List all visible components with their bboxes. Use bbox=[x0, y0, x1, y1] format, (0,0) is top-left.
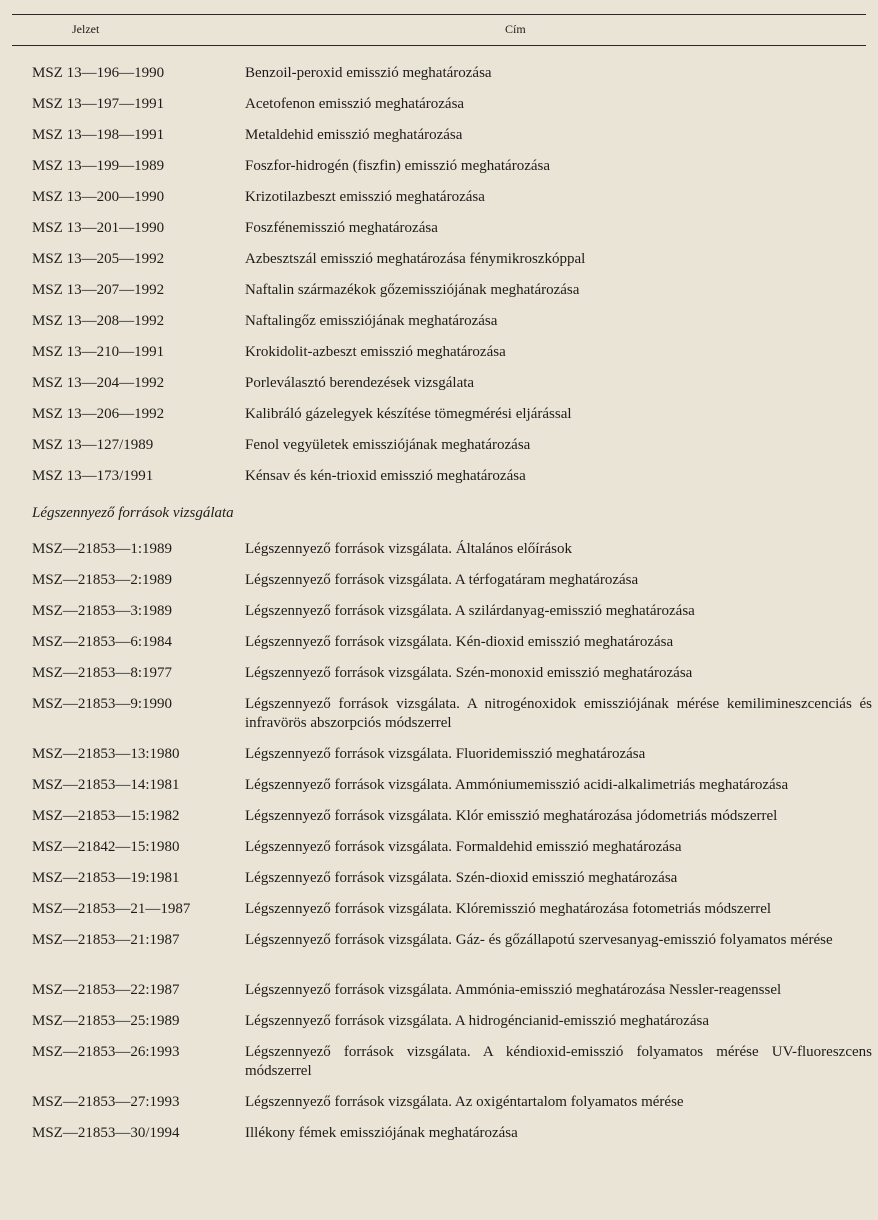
standard-code: MSZ—21853—1:1989 bbox=[32, 541, 173, 557]
standard-title: Foszfor-hidrogén (fiszfin) emisszió meghatározása bbox=[245, 158, 551, 174]
standard-title: Légszennyező források vizsgálata. A kéndioxid-emisszió folyamatos mérése UV-fluoreszcens módszerrel bbox=[245, 1044, 872, 1079]
standard-code: MSZ 13—205—1992 bbox=[32, 251, 165, 267]
standard-code: MSZ 13—127/1989 bbox=[32, 437, 154, 453]
standard-code: MSZ 13—208—1992 bbox=[32, 313, 165, 329]
standard-code: MSZ 13—206—1992 bbox=[32, 406, 165, 422]
standard-title: Porleválasztó berendezések vizsgálata bbox=[245, 375, 475, 391]
standard-title: Légszennyező források vizsgálata. Klóremisszió meghatározása fotometriás módszerrel bbox=[245, 901, 772, 917]
standard-title: Naftalingőz emissziójának meghatározása bbox=[245, 313, 498, 329]
standard-code: MSZ 13—204—1992 bbox=[32, 375, 165, 391]
column-header-title: Cím bbox=[505, 22, 526, 36]
standard-code: MSZ—21853—8:1977 bbox=[32, 665, 173, 681]
table-row bbox=[32, 281, 872, 312]
standard-title: Fenol vegyületek emissziójának meghatározása bbox=[245, 437, 531, 453]
table-row bbox=[32, 745, 872, 776]
standard-title: Benzoil-peroxid emisszió meghatározása bbox=[245, 65, 492, 81]
standard-code: MSZ—21842—15:1980 bbox=[32, 839, 180, 855]
table-row bbox=[32, 931, 872, 981]
standard-title: Légszennyező források vizsgálata. Az oxigéntartalom folyamatos mérése bbox=[245, 1094, 684, 1110]
standard-code: MSZ—21853—21—1987 bbox=[32, 901, 191, 917]
standard-title: Légszennyező források vizsgálata. Fluoridemisszió meghatározása bbox=[245, 746, 646, 762]
standard-title: Kénsav és kén-trioxid emisszió meghatározása bbox=[245, 468, 526, 484]
standard-title: Illékony fémek emissziójának meghatározása bbox=[245, 1125, 518, 1141]
table-row bbox=[32, 1012, 872, 1043]
emission-standards-list bbox=[32, 64, 872, 498]
standard-code: MSZ 13—199—1989 bbox=[32, 158, 165, 174]
table-row bbox=[32, 467, 872, 498]
table-row bbox=[32, 436, 872, 467]
table-row bbox=[32, 343, 872, 374]
table-row bbox=[32, 981, 872, 1012]
standard-code: MSZ 13—173/1991 bbox=[32, 468, 154, 484]
standard-code: MSZ—21853—3:1989 bbox=[32, 603, 173, 619]
standard-code: MSZ 13—196—1990 bbox=[32, 65, 165, 81]
column-header-code: Jelzet bbox=[72, 22, 100, 36]
table-row bbox=[32, 838, 872, 869]
table-row bbox=[32, 157, 872, 188]
table-row bbox=[32, 374, 872, 405]
standard-title: Légszennyező források vizsgálata. Ammónia-emisszió meghatározása Nessler-reagenssel bbox=[245, 982, 782, 998]
table-row bbox=[32, 1043, 872, 1093]
standard-code: MSZ 13—197—1991 bbox=[32, 96, 165, 112]
table-row bbox=[32, 807, 872, 838]
table-row bbox=[32, 312, 872, 343]
standard-code: MSZ—21853—2:1989 bbox=[32, 572, 173, 588]
table-row bbox=[32, 695, 872, 745]
table-row bbox=[32, 126, 872, 157]
standard-code: MSZ—21853—19:1981 bbox=[32, 870, 180, 886]
standard-title: Légszennyező források vizsgálata. A térfogatáram meghatározása bbox=[245, 572, 639, 588]
table-row bbox=[32, 64, 872, 95]
standard-title: Krokidolit-azbeszt emisszió meghatározása bbox=[245, 344, 506, 360]
standard-code: MSZ—21853—22:1987 bbox=[32, 982, 180, 998]
standard-code: MSZ—21853—6:1984 bbox=[32, 634, 173, 650]
standard-title: Légszennyező források vizsgálata. Gáz- és gőzállapotú szervesanyag-emisszió folyamatos mérése bbox=[245, 932, 833, 948]
standard-code: MSZ 13—200—1990 bbox=[32, 189, 165, 205]
standard-title: Légszennyező források vizsgálata. Szén-monoxid emisszió meghatározása bbox=[245, 665, 693, 681]
table-row bbox=[32, 95, 872, 126]
section-title: Légszennyező források vizsgálata bbox=[32, 505, 234, 521]
standard-title: Légszennyező források vizsgálata. Ammóniumemisszió acidi-alkalimetriás meghatározása bbox=[245, 777, 789, 793]
table-row bbox=[32, 664, 872, 695]
standard-title: Légszennyező források vizsgálata. Kén-dioxid emisszió meghatározása bbox=[245, 634, 674, 650]
table-row bbox=[32, 900, 872, 931]
table-row bbox=[32, 1124, 872, 1155]
standard-code: MSZ 13—207—1992 bbox=[32, 282, 165, 298]
table-row bbox=[32, 869, 872, 900]
standard-title: Krizotilazbeszt emisszió meghatározása bbox=[245, 189, 485, 205]
standard-code: MSZ—21853—30/1994 bbox=[32, 1125, 180, 1141]
standard-code: MSZ—21853—13:1980 bbox=[32, 746, 180, 762]
table-row bbox=[32, 633, 872, 664]
standard-title: Légszennyező források vizsgálata. Szén-dioxid emisszió meghatározása bbox=[245, 870, 678, 886]
standard-code: MSZ—21853—26:1993 bbox=[32, 1044, 180, 1060]
table-row bbox=[32, 250, 872, 281]
standard-code: MSZ—21853—21:1987 bbox=[32, 932, 180, 948]
standard-title: Légszennyező források vizsgálata. A szilárdanyag-emisszió meghatározása bbox=[245, 603, 695, 619]
table-row bbox=[32, 602, 872, 633]
standard-title: Légszennyező források vizsgálata. A nitrogénoxidok emissziójának mérése kemilimineszcenciás és infravörös abszorpciós módszerrel bbox=[245, 696, 872, 731]
table-row bbox=[32, 540, 872, 571]
table-row bbox=[32, 1093, 872, 1124]
standard-code: MSZ—21853—25:1989 bbox=[32, 1013, 180, 1029]
standard-code: MSZ 13—210—1991 bbox=[32, 344, 165, 360]
standard-title: Légszennyező források vizsgálata. Klór emisszió meghatározása jódometriás módszerrel bbox=[245, 808, 778, 824]
standard-title: Metaldehid emisszió meghatározása bbox=[245, 127, 463, 143]
standard-title: Acetofenon emisszió meghatározása bbox=[245, 96, 465, 112]
table-row bbox=[32, 776, 872, 807]
standard-title: Kalibráló gázelegyek készítése tömegmérési eljárással bbox=[245, 406, 572, 422]
standard-title: Légszennyező források vizsgálata. Formaldehid emisszió meghatározása bbox=[245, 839, 682, 855]
table-row bbox=[32, 219, 872, 250]
standard-code: MSZ 13—201—1990 bbox=[32, 220, 165, 236]
standard-code: MSZ—21853—27:1993 bbox=[32, 1094, 180, 1110]
standard-title: Azbesztszál emisszió meghatározása fénymikroszkóppal bbox=[245, 251, 586, 267]
standard-title: Légszennyező források vizsgálata. Általános előírások bbox=[245, 541, 572, 557]
standard-code: MSZ 13—198—1991 bbox=[32, 127, 165, 143]
table-row bbox=[32, 405, 872, 436]
table-row bbox=[32, 188, 872, 219]
table-header bbox=[12, 14, 866, 46]
standard-title: Légszennyező források vizsgálata. A hidrogéncianid-emisszió meghatározása bbox=[245, 1013, 709, 1029]
standard-code: MSZ—21853—9:1990 bbox=[32, 696, 173, 712]
standard-title: Foszfénemisszió meghatározása bbox=[245, 220, 438, 236]
table-row bbox=[32, 571, 872, 602]
source-standards-list bbox=[32, 540, 872, 1155]
standard-title: Naftalin származékok gőzemissziójának meghatározása bbox=[245, 282, 580, 298]
standard-code: MSZ—21853—14:1981 bbox=[32, 777, 180, 793]
standard-code: MSZ—21853—15:1982 bbox=[32, 808, 180, 824]
